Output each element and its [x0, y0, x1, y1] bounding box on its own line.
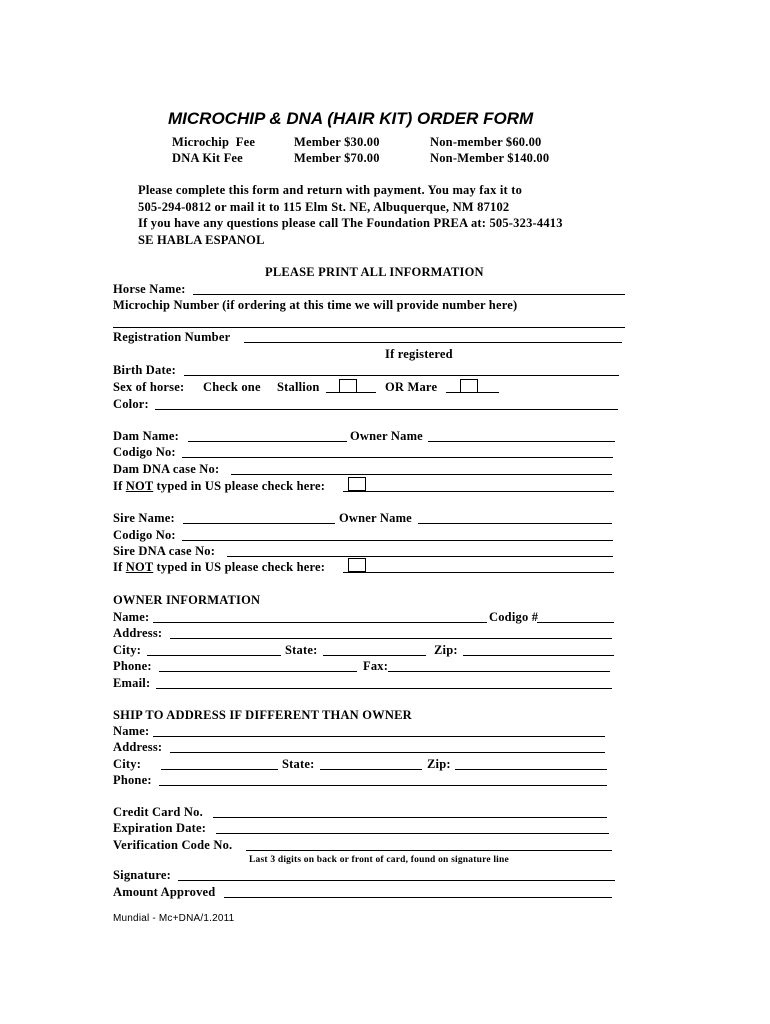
sire-name-label: Sire Name: — [113, 511, 175, 525]
microchip-number-field[interactable] — [113, 327, 625, 328]
owner-state-field[interactable] — [323, 655, 426, 656]
credit-card-label: Credit Card No. — [113, 805, 203, 819]
ship-name-label: Name: — [113, 724, 150, 738]
color-field[interactable] — [155, 409, 618, 410]
print-notice: PLEASE PRINT ALL INFORMATION — [265, 265, 484, 279]
dam-not-typed-line — [343, 491, 614, 492]
owner-fax-label: Fax: — [363, 659, 389, 673]
sire-name-field[interactable] — [183, 523, 335, 524]
amount-approved-field[interactable] — [224, 897, 612, 898]
ship-zip-label: Zip: — [427, 757, 451, 771]
owner-email-label: Email: — [113, 676, 151, 690]
ship-state-field[interactable] — [320, 769, 422, 770]
sire-dna-case-field[interactable] — [227, 556, 613, 557]
color-label: Color: — [113, 397, 149, 411]
owner-email-field[interactable] — [156, 688, 612, 689]
dna-fee-label: DNA Kit Fee — [172, 151, 243, 165]
sire-not-typed-checkbox[interactable] — [348, 558, 366, 572]
owner-name-field[interactable] — [153, 622, 487, 623]
sire-owner-name-label: Owner Name — [339, 511, 412, 525]
owner-zip-field[interactable] — [463, 655, 614, 656]
dam-not-typed-checkbox[interactable] — [348, 477, 366, 491]
sire-codigo-label: Codigo No: — [113, 528, 176, 542]
expiration-label: Expiration Date: — [113, 821, 207, 835]
sire-not-typed-label: If NOT typed in US please check here: — [113, 560, 326, 574]
microchip-nonmember-fee: Non-member $60.00 — [430, 135, 542, 149]
registration-number-label: Registration Number — [113, 330, 231, 344]
owner-zip-label: Zip: — [434, 643, 458, 657]
verification-field[interactable] — [246, 850, 612, 851]
microchip-number-label: Microchip Number (if ordering at this time we will provide number here) — [113, 298, 518, 312]
owner-codigo-label: Codigo # — [489, 610, 539, 624]
sire-owner-name-field[interactable] — [418, 523, 612, 524]
ship-address-field[interactable] — [170, 752, 605, 753]
if-registered-note: If registered — [385, 347, 453, 361]
dam-dna-case-field[interactable] — [231, 474, 612, 475]
ship-heading: SHIP TO ADDRESS IF DIFFERENT THAN OWNER — [113, 708, 412, 722]
owner-heading: OWNER INFORMATION — [113, 593, 261, 607]
microchip-fee-label: Microchip Fee — [172, 135, 256, 149]
owner-city-label: City: — [113, 643, 142, 657]
sire-not-typed-line — [343, 572, 614, 573]
instructions-line-1: Please complete this form and return with payment. You may fax it to — [138, 183, 523, 197]
owner-codigo-field[interactable] — [537, 622, 614, 623]
owner-phone-field[interactable] — [159, 671, 357, 672]
ship-state-label: State: — [282, 757, 315, 771]
horse-name-label: Horse Name: — [113, 282, 186, 296]
dam-codigo-field[interactable] — [182, 457, 613, 458]
owner-phone-label: Phone: — [113, 659, 152, 673]
ship-name-field[interactable] — [153, 736, 605, 737]
owner-state-label: State: — [285, 643, 318, 657]
stallion-label: Stallion — [277, 380, 320, 394]
dna-member-fee: Member $70.00 — [294, 151, 380, 165]
stallion-checkbox[interactable] — [339, 379, 357, 393]
dam-owner-name-label: Owner Name — [350, 429, 423, 443]
ship-phone-label: Phone: — [113, 773, 152, 787]
credit-card-field[interactable] — [213, 817, 607, 818]
check-one-label: Check one — [203, 380, 261, 394]
ship-city-field[interactable] — [161, 769, 278, 770]
expiration-field[interactable] — [216, 833, 609, 834]
owner-address-label: Address: — [113, 626, 163, 640]
owner-name-label: Name: — [113, 610, 150, 624]
instructions-line-4: SE HABLA ESPANOL — [138, 233, 265, 247]
instructions-line-3: If you have any questions please call The Foundation PREA at: 505-323-4413 — [138, 216, 563, 230]
ship-city-label: City: — [113, 757, 142, 771]
sire-dna-case-label: Sire DNA case No: — [113, 544, 216, 558]
microchip-member-fee: Member $30.00 — [294, 135, 380, 149]
footer-code: Mundial - Mc+DNA/1.2011 — [113, 913, 235, 924]
amount-approved-label: Amount Approved — [113, 885, 216, 899]
verification-label: Verification Code No. — [113, 838, 233, 852]
ship-zip-field[interactable] — [455, 769, 607, 770]
or-mare-label: OR Mare — [385, 380, 438, 394]
ship-phone-field[interactable] — [159, 785, 607, 786]
dam-not-typed-label: If NOT typed in US please check here: — [113, 479, 326, 493]
instructions-line-2: 505-294-0812 or mail it to 115 Elm St. NE, Albuquerque, NM 87102 — [138, 200, 510, 214]
sire-codigo-field[interactable] — [182, 540, 613, 541]
signature-field[interactable] — [178, 880, 615, 881]
verification-note: Last 3 digits on back or front of card, found on signature line — [249, 855, 509, 865]
dna-nonmember-fee: Non-Member $140.00 — [430, 151, 550, 165]
sex-label: Sex of horse: — [113, 380, 185, 394]
signature-label: Signature: — [113, 868, 172, 882]
dam-dna-case-label: Dam DNA case No: — [113, 462, 220, 476]
dam-codigo-label: Codigo No: — [113, 445, 176, 459]
owner-address-field[interactable] — [170, 638, 612, 639]
dam-name-field[interactable] — [188, 441, 347, 442]
ship-address-label: Address: — [113, 740, 163, 754]
owner-fax-field[interactable] — [388, 671, 610, 672]
dam-owner-name-field[interactable] — [428, 441, 615, 442]
birth-date-field[interactable] — [184, 375, 619, 376]
dam-name-label: Dam Name: — [113, 429, 180, 443]
owner-city-field[interactable] — [147, 655, 281, 656]
birth-date-label: Birth Date: — [113, 363, 176, 377]
horse-name-field[interactable] — [193, 294, 625, 295]
form-title: MICROCHIP & DNA (HAIR KIT) ORDER FORM — [168, 109, 534, 128]
mare-checkbox[interactable] — [460, 379, 478, 393]
registration-number-field[interactable] — [244, 342, 622, 343]
